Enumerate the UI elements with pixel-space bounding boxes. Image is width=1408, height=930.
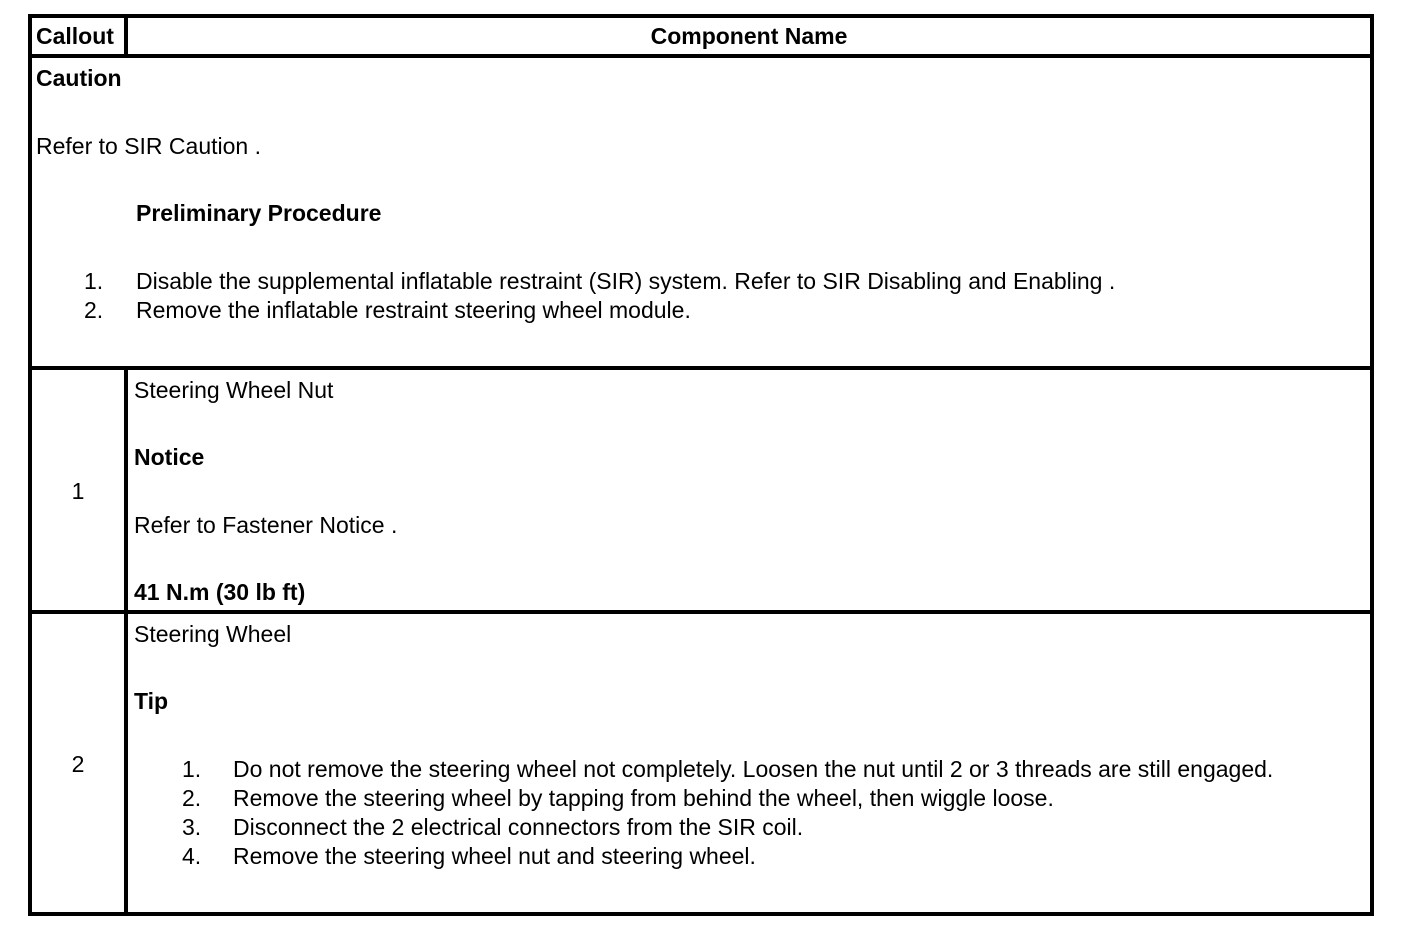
tip-step-text: Remove the steering wheel by tapping from behind the wheel, then wiggle loose. bbox=[233, 785, 1054, 811]
tip-step-number: 2. bbox=[182, 785, 202, 811]
row2-callout: 2 bbox=[71, 751, 85, 777]
intro-step-text: Remove the inflatable restraint steering wheel module. bbox=[136, 297, 691, 323]
notice-heading: Notice bbox=[134, 444, 205, 470]
preliminary-procedure-heading: Preliminary Procedure bbox=[136, 200, 382, 226]
tip-step-number: 4. bbox=[182, 843, 202, 869]
tip-step-text: Do not remove the steering wheel not completely. Loosen the nut until 2 or 3 threads are still engaged. bbox=[233, 756, 1274, 782]
torque-spec: 41 N.m (30 lb ft) bbox=[134, 579, 306, 605]
row1-callout: 1 bbox=[71, 478, 85, 504]
row1-divider bbox=[28, 610, 1374, 614]
tip-step-number: 1. bbox=[182, 756, 202, 782]
intro-step-number: 2. bbox=[84, 297, 104, 323]
tip-step-text: Disconnect the 2 electrical connectors from the SIR coil. bbox=[233, 814, 804, 840]
tip-step-number: 3. bbox=[182, 814, 202, 840]
tip-step-text: Remove the steering wheel nut and steering wheel. bbox=[233, 843, 756, 869]
row2-component-name: Steering Wheel bbox=[134, 621, 292, 647]
notice-text: Refer to Fastener Notice . bbox=[134, 512, 398, 538]
header-divider bbox=[28, 54, 1374, 58]
header-callout: Callout bbox=[36, 23, 114, 49]
tip-heading: Tip bbox=[134, 688, 169, 714]
intro-step-text: Disable the supplemental inflatable restraint (SIR) system. Refer to SIR Disabling and Enabling . bbox=[136, 268, 1116, 294]
header-component-name: Component Name bbox=[650, 23, 848, 49]
caution-text: Refer to SIR Caution . bbox=[36, 133, 261, 159]
caution-heading: Caution bbox=[36, 65, 122, 91]
intro-divider bbox=[28, 366, 1374, 370]
procedure-table bbox=[28, 14, 1374, 916]
row1-component-name: Steering Wheel Nut bbox=[134, 377, 334, 403]
body-column-divider bbox=[124, 366, 128, 916]
intro-step-number: 1. bbox=[84, 268, 104, 294]
